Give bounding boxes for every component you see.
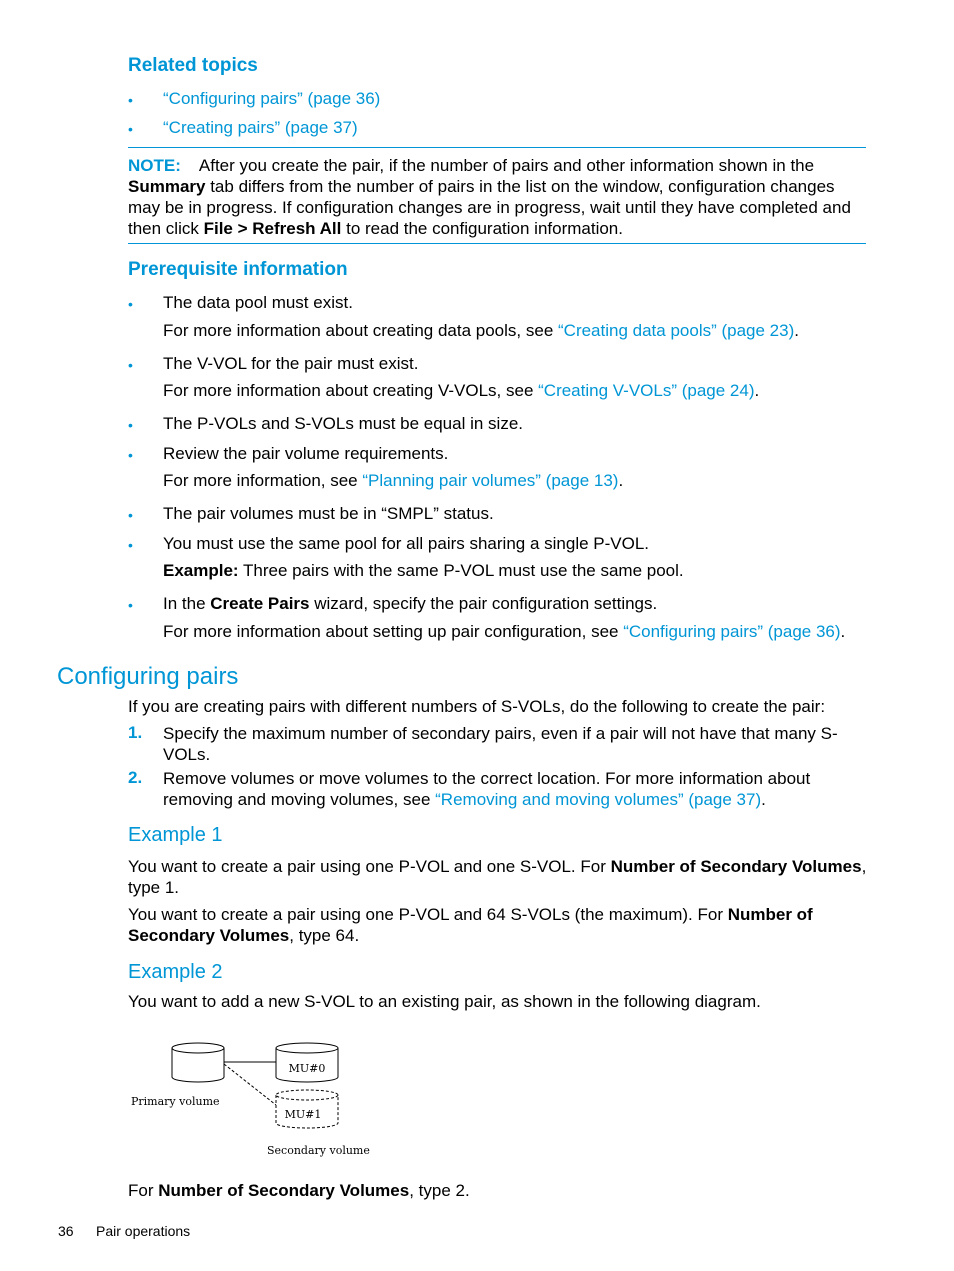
step-1-text: Specify the maximum number of secondary pairs, even if a pair will not have that many S-VOLs.	[163, 724, 838, 764]
example-2-title: Example 2	[128, 961, 223, 983]
example-2-p2-pre: For	[128, 1181, 159, 1200]
example-1-p1-pre: You want to create a pair using one P-VOL and one S-VOL. For	[128, 857, 611, 876]
prereq-item-4-more	[163, 471, 623, 491]
pair-diagram	[125, 1035, 385, 1165]
prereq-heading: Prerequisite information	[128, 259, 348, 280]
example-2-p2-bold: Number of Secondary Volumes	[158, 1181, 410, 1200]
example-1-para-1	[128, 856, 868, 898]
link-configuring-pairs[interactable]: “Configuring pairs” (page 36)	[163, 89, 381, 108]
note-text-2: tab differs from the number of pairs in the list on the window, configuration changes may be in progress. If configuration changes are in progress, wait until they have completed and then click	[128, 177, 851, 238]
example-1-p1-post: , type 1.	[128, 857, 867, 897]
prereq-item-4: Review the pair volume requirements.	[163, 444, 449, 463]
prereq-item-2: The V-VOL for the pair must exist.	[163, 354, 419, 373]
prereq-item-3: The P-VOLs and S-VOLs must be equal in size.	[163, 414, 524, 433]
mu1-label: MU#1	[284, 1108, 322, 1121]
create-pairs-bold: Create Pairs	[210, 594, 310, 613]
example-1-p1-bold: Number of Secondary Volumes	[610, 857, 862, 876]
example-1-p2-post: , type 64.	[289, 926, 360, 945]
example-2-para-2	[128, 1181, 470, 1201]
note-label: NOTE:	[128, 156, 181, 175]
example-1-p2-pre: You want to create a pair using one P-VOL and 64 S-VOLs (the maximum). For	[128, 905, 728, 924]
note-block	[128, 155, 868, 239]
prereq-item-7-pre: In the	[163, 594, 211, 613]
related-topics-heading: Related topics	[128, 55, 258, 76]
link-creating-pairs[interactable]: “Creating pairs” (page 37)	[163, 118, 358, 137]
example-2-p2-post: , type 2.	[409, 1181, 470, 1200]
prereq-item-7-post: wizard, specify the pair configuration settings.	[309, 594, 658, 613]
step-2-body: Remove volumes or move volumes to the correct location. For more information about removing and moving volumes, see	[163, 769, 811, 809]
bullet-icon: •	[128, 121, 133, 137]
period: .	[754, 381, 760, 400]
primary-volume-cylinder	[172, 1043, 224, 1082]
note-bottom-rule	[128, 243, 866, 244]
example-2-para-1: You want to add a new S-VOL to an existing pair, as shown in the following diagram.	[128, 992, 761, 1011]
example-1-title: Example 1	[128, 824, 223, 846]
prereq-item-7-more-text: For more information about setting up pair configuration, see	[163, 622, 624, 641]
step-1-number: 1.	[128, 723, 143, 742]
prereq-item-7-more	[163, 622, 845, 642]
note-summary-bold: Summary	[128, 177, 206, 196]
bullet-icon: •	[128, 507, 133, 523]
mu0-label: MU#0	[288, 1062, 326, 1075]
secondary-volume-label: Secondary volume	[267, 1144, 370, 1157]
prereq-item-5: The pair volumes must be in “SMPL” status.	[163, 504, 494, 523]
dashed-connector	[224, 1064, 276, 1105]
note-refresh-bold: File > Refresh All	[203, 219, 342, 238]
prereq-item-6: You must use the same pool for all pairs sharing a single P-VOL.	[163, 534, 650, 553]
bullet-icon: •	[128, 537, 133, 553]
config-intro: If you are creating pairs with different numbers of S-VOLs, do the following to create the pair:	[128, 697, 826, 716]
link-removing-moving-volumes[interactable]: “Removing and moving volumes” (page 37)	[435, 790, 762, 809]
prereq-item-1-more	[163, 321, 799, 341]
step-2-number: 2.	[128, 768, 143, 787]
prereq-item-7	[163, 594, 657, 614]
section-title-configuring-pairs: Configuring pairs	[57, 663, 239, 690]
prereq-item-1-more-text: For more information about creating data pools, see	[163, 321, 558, 340]
period: .	[794, 321, 799, 340]
example-text: Three pairs with the same P-VOL must use the same pool.	[238, 561, 684, 580]
step-2-text	[163, 768, 871, 810]
bullet-icon: •	[128, 417, 133, 433]
bullet-icon: •	[128, 447, 133, 463]
footer-page-number: 36	[58, 1223, 74, 1239]
link-creating-vvols[interactable]: “Creating V-VOLs” (page 24)	[538, 381, 755, 400]
example-1-para-2	[128, 904, 868, 946]
link-planning-pair-volumes[interactable]: “Planning pair volumes” (page 13)	[362, 471, 619, 490]
period: .	[761, 790, 766, 809]
prereq-item-6-example	[163, 561, 684, 581]
bullet-icon: •	[128, 597, 133, 613]
example-label: Example:	[163, 561, 239, 580]
footer-section: Pair operations	[96, 1223, 191, 1239]
link-configuring-pairs-2[interactable]: “Configuring pairs” (page 36)	[623, 622, 841, 641]
prereq-item-2-more	[163, 381, 759, 401]
period: .	[840, 622, 846, 641]
bullet-icon: •	[128, 92, 133, 108]
primary-volume-label: Primary volume	[131, 1095, 220, 1108]
note-text-1: After you create the pair, if the number of pairs and other information shown in the	[198, 156, 815, 175]
prereq-item-2-more-text: For more information about creating V-VOLs, see	[163, 381, 539, 400]
prereq-item-1: The data pool must exist.	[163, 293, 353, 312]
note-text-3: to read the configuration information.	[341, 219, 623, 238]
bullet-icon: •	[128, 357, 133, 373]
period: .	[618, 471, 624, 490]
prereq-item-4-more-text: For more information, see	[163, 471, 363, 490]
note-top-rule	[128, 147, 866, 148]
bullet-icon: •	[128, 296, 133, 312]
link-creating-data-pools[interactable]: “Creating data pools” (page 23)	[558, 321, 795, 340]
example-1-p2-bold: Number of Secondary Volumes	[128, 905, 813, 945]
